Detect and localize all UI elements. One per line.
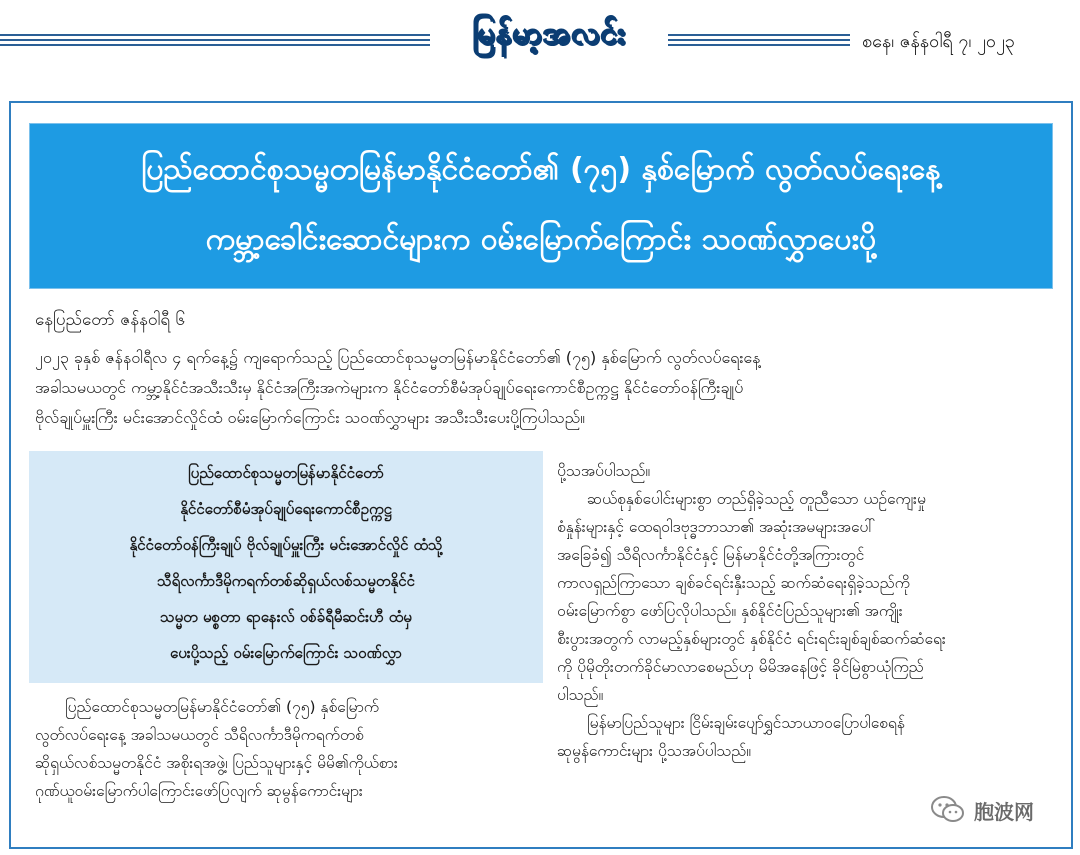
body-line: လွတ်လပ်ရေးနေ့ အခါသမယတွင် သီရိလင်္ကာဒီမိုကရက်တစ် — [35, 726, 364, 744]
wechat-icon — [930, 794, 966, 826]
body-line: ဆိုရှယ်လစ်သမ္မတနိုင်ငံ အစိုးရအဖွဲ့၊ ပြည်သူများနှင့် မိမိ၏ကိုယ်စား — [35, 754, 398, 772]
body-line: ဆယ်စုနှစ်ပေါင်းများစွာ တည်ရှိခဲ့သည့် တူညီသော ယဉ်ကျေးမှု — [587, 490, 926, 508]
headline-line-1: ပြည်ထောင်စုသမ္မတမြန်မာနိုင်ငံတော်၏ (၇၅) နှစ်မြောက် လွတ်လပ်ရေးနေ့ — [141, 152, 941, 187]
masthead — [0, 0, 1080, 86]
body-line: ပြည်ထောင်စုသမ္မတမြန်မာနိုင်ငံတော်၏ (၇၅) နှစ်မြောက် — [65, 698, 379, 716]
message-line: နိုင်ငံတော်စီမံအုပ်ချုပ်ရေးကောင်စီဥက္ကဋ္ဌ — [180, 500, 392, 518]
article-frame — [9, 101, 1073, 849]
body-line: ဆုမွန်ကောင်းများ ပို့သအပ်ပါသည်။ — [557, 742, 751, 760]
body-line: ပါသည်။ — [557, 686, 604, 704]
issue-date: စနေ၊ ဇန်နဝါရီ ၇၊ ၂၀၂၃ — [862, 31, 1016, 52]
message-line: ပြည်ထောင်စုသမ္မတမြန်မာနိုင်ငံတော် — [188, 464, 384, 482]
headline-line-2: ကမ္ဘာ့ခေါင်းဆောင်များက ဝမ်းမြောက်ကြောင်း သဝဏ်လွှာပေးပို့ — [205, 222, 877, 257]
watermark-text: 胞波网 — [974, 799, 1034, 824]
body-column-right — [557, 457, 1047, 765]
newspaper-logo: မြန်မာ့အလင်း — [472, 15, 626, 51]
headline-box — [29, 123, 1053, 289]
body-line: ကာလရှည်ကြာသော ချစ်ခင်ရင်းနှီးသည့် ဆက်ဆံရေးရှိခဲ့သည်ကို — [557, 574, 910, 592]
body-line: မြန်မာပြည်သူများ ငြိမ်းချမ်းပျော်ရွှင်သာယာဝပြောပါစေရန် — [587, 714, 905, 732]
message-line: သီရိလင်္ကာဒီမိုကရက်တစ်ဆိုရှယ်လစ်သမ္မတနိုင်ငံ — [157, 572, 415, 590]
source-watermark — [930, 790, 1070, 830]
body-line: ဂုဏ်ယူဝမ်းမြောက်ပါကြောင်းဖော်ပြလျက် ဆုမွန်ကောင်းများ — [35, 782, 363, 800]
message-line: ပေးပို့သည့် ဝမ်းမြောက်ကြောင်း သဝဏ်လွှာ — [170, 644, 402, 662]
message-line: နိုင်ငံတော်ဝန်ကြီးချုပ် ဗိုလ်ချုပ်မှူးကြီး မင်းအောင်လှိုင် ထံသို့ — [129, 536, 443, 554]
body-line: စီးပွားအတွက် လာမည့်နှစ်များတွင် နှစ်နိုင်ငံ ရင်းရင်းချစ်ချစ်ဆက်ဆံရေး — [557, 630, 946, 648]
body-line: ပို့သအပ်ပါသည်။ — [557, 462, 651, 480]
lead-line: အခါသမယတွင် ကမ္ဘာ့နိုင်ငံအသီးသီးမှ နိုင်ငံအကြီးအကဲများက နိုင်ငံတော်စီမံအုပ်ချုပ်ရေးကောင်စီဥက္ကဋ္ဌ နိုင်ငံတော်ဝန်ကြီးချုပ် — [35, 378, 744, 397]
dateline: နေပြည်တော် ဇန်နဝါရီ ၆ — [35, 310, 186, 330]
message-line: သမ္မတ မစ္စတာ ရာနေးလ် ဝစ်ခ်ရီမီဆင်းဟီ ထံမှ — [160, 608, 412, 626]
masthead-rule-right — [668, 34, 850, 48]
message-heading-box — [29, 451, 543, 683]
body-line: စံနှုန်းများနှင့် ထေရဝါဒဗုဒ္ဓဘာသာ၏ အဆုံးအမများအပေါ် — [557, 518, 876, 536]
body-line: ကို ပိုမိုတိုးတက်ခိုင်မာလာစေမည်ဟု မိမိအနေဖြင့် ခိုင်မြဲစွာယုံကြည် — [557, 658, 924, 676]
body-column-left — [35, 693, 543, 805]
body-line: ဝမ်းမြောက်စွာ ဖော်ပြလိုပါသည်။ နှစ်နိုင်ငံပြည်သူများ၏ အကျိုး — [557, 602, 903, 620]
lead-paragraph — [35, 343, 1053, 433]
lead-line: ဗိုလ်ချုပ်မှူးကြီး မင်းအောင်လှိုင်ထံ ဝမ်းမြောက်ကြောင်း သဝဏ်လွှာများ အသီးသီးပေးပို့ကြပါသည်။ — [35, 408, 586, 427]
body-line: အခြေခံ၍ သီရိလင်္ကာနိုင်ငံနှင့် မြန်မာနိုင်ငံတို့အကြားတွင် — [557, 546, 865, 564]
masthead-rule-left — [0, 34, 430, 48]
lead-line: ၂၀၂၃ ခုနှစ် ဇန်နဝါရီလ ၄ ရက်နေ့၌ ကျရောက်သည့် ပြည်ထောင်စုသမ္မတမြန်မာနိုင်ငံတော်၏ (၇၅) နှစ်မြောက် လွတ်လပ်ရေးနေ့ — [35, 348, 761, 367]
